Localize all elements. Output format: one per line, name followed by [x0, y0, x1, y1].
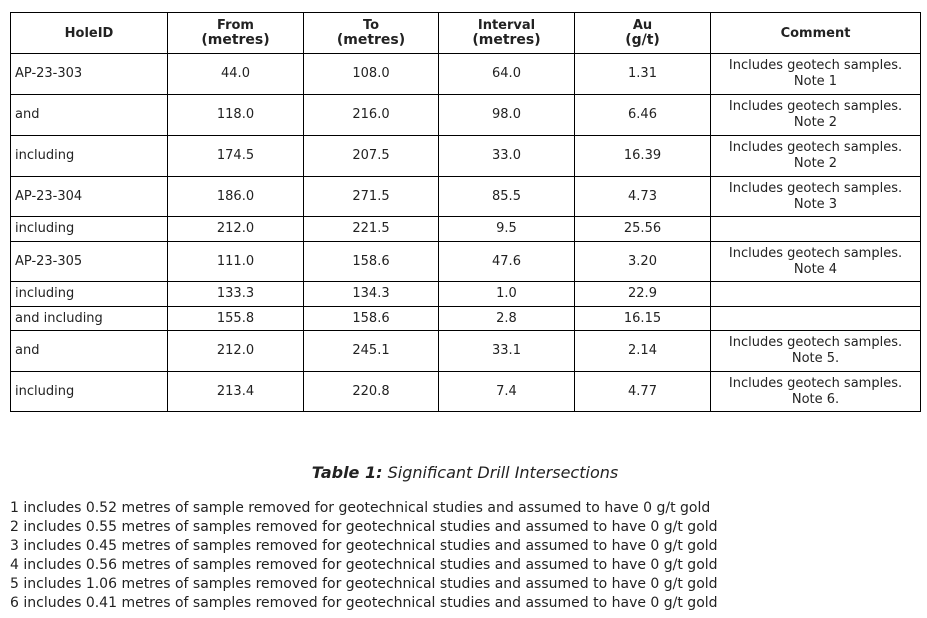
cell-comment: Includes geotech samples. Note 2	[711, 95, 921, 136]
cell-comment: Includes geotech samples. Note 1	[711, 54, 921, 95]
footnote: 1 includes 0.52 metres of sample removed for geotechnical studies and assumed to have 0 g/t gold	[10, 500, 711, 516]
cell-interval: 1.0	[439, 282, 575, 307]
cell-interval: 33.1	[439, 331, 575, 372]
cell-holeid: including	[11, 282, 168, 307]
header-au: Au (g/t)	[575, 13, 711, 54]
table-row	[11, 282, 921, 307]
cell-interval: 47.6	[439, 242, 575, 282]
cell-comment: Includes geotech samples. Note 2	[711, 136, 921, 177]
cell-to: 271.5	[304, 177, 439, 217]
cell-holeid: including	[11, 136, 168, 177]
cell-au: 6.46	[575, 95, 711, 136]
header-comment: Comment	[711, 13, 921, 54]
cell-interval: 2.8	[439, 307, 575, 331]
cell-comment: Includes geotech samples. Note 3	[711, 177, 921, 217]
table-row	[11, 177, 921, 217]
cell-interval: 7.4	[439, 372, 575, 412]
table-header-row	[11, 13, 921, 54]
table-row	[11, 331, 921, 372]
caption-text: Significant Drill Intersections	[382, 463, 619, 482]
cell-comment: Includes geotech samples. Note 6.	[711, 372, 921, 412]
cell-holeid: and	[11, 95, 168, 136]
cell-holeid: AP-23-304	[11, 177, 168, 217]
cell-comment	[711, 307, 921, 331]
cell-au: 16.15	[575, 307, 711, 331]
cell-holeid: and including	[11, 307, 168, 331]
cell-to: 158.6	[304, 242, 439, 282]
cell-au: 16.39	[575, 136, 711, 177]
cell-to: 207.5	[304, 136, 439, 177]
cell-from: 212.0	[168, 331, 304, 372]
cell-from: 174.5	[168, 136, 304, 177]
cell-to: 245.1	[304, 331, 439, 372]
cell-from: 133.3	[168, 282, 304, 307]
cell-interval: 98.0	[439, 95, 575, 136]
cell-from: 118.0	[168, 95, 304, 136]
cell-interval: 33.0	[439, 136, 575, 177]
cell-au: 2.14	[575, 331, 711, 372]
footnote: 5 includes 1.06 metres of samples removed for geotechnical studies and assumed to have 0 g/t gold	[10, 576, 718, 592]
table-row	[11, 217, 921, 242]
table-row	[11, 242, 921, 282]
table-caption	[0, 463, 927, 482]
table-row	[11, 136, 921, 177]
cell-from: 44.0	[168, 54, 304, 95]
cell-from: 213.4	[168, 372, 304, 412]
cell-au: 1.31	[575, 54, 711, 95]
cell-holeid: AP-23-305	[11, 242, 168, 282]
cell-from: 155.8	[168, 307, 304, 331]
cell-from: 212.0	[168, 217, 304, 242]
footnote: 6 includes 0.41 metres of samples removed for geotechnical studies and assumed to have 0 g/t gold	[10, 595, 718, 611]
cell-to: 108.0	[304, 54, 439, 95]
cell-holeid: including	[11, 372, 168, 412]
cell-to: 134.3	[304, 282, 439, 307]
table-row	[11, 307, 921, 331]
footnote: 4 includes 0.56 metres of samples removed for geotechnical studies and assumed to have 0 g/t gold	[10, 557, 718, 573]
header-interval: Interval (metres)	[439, 13, 575, 54]
cell-holeid: AP-23-303	[11, 54, 168, 95]
cell-interval: 64.0	[439, 54, 575, 95]
cell-holeid: including	[11, 217, 168, 242]
cell-au: 3.20	[575, 242, 711, 282]
cell-au: 4.77	[575, 372, 711, 412]
header-from: From (metres)	[168, 13, 304, 54]
cell-from: 111.0	[168, 242, 304, 282]
cell-to: 158.6	[304, 307, 439, 331]
cell-holeid: and	[11, 331, 168, 372]
cell-comment: Includes geotech samples. Note 5.	[711, 331, 921, 372]
cell-au: 22.9	[575, 282, 711, 307]
header-to: To (metres)	[304, 13, 439, 54]
cell-to: 220.8	[304, 372, 439, 412]
cell-from: 186.0	[168, 177, 304, 217]
cell-comment: Includes geotech samples. Note 4	[711, 242, 921, 282]
footnote: 2 includes 0.55 metres of samples removed for geotechnical studies and assumed to have 0 g/t gold	[10, 519, 718, 535]
header-holeid: HoleID	[11, 13, 168, 54]
cell-interval: 85.5	[439, 177, 575, 217]
drill-intersections-table	[10, 12, 921, 412]
cell-comment	[711, 282, 921, 307]
table-row	[11, 95, 921, 136]
table-row	[11, 54, 921, 95]
cell-au: 4.73	[575, 177, 711, 217]
caption-label: Table 1:	[311, 463, 383, 482]
footnote: 3 includes 0.45 metres of samples removed for geotechnical studies and assumed to have 0 g/t gold	[10, 538, 718, 554]
footnotes	[10, 499, 718, 613]
cell-to: 216.0	[304, 95, 439, 136]
table-row	[11, 372, 921, 412]
cell-au: 25.56	[575, 217, 711, 242]
cell-interval: 9.5	[439, 217, 575, 242]
cell-comment	[711, 217, 921, 242]
cell-to: 221.5	[304, 217, 439, 242]
